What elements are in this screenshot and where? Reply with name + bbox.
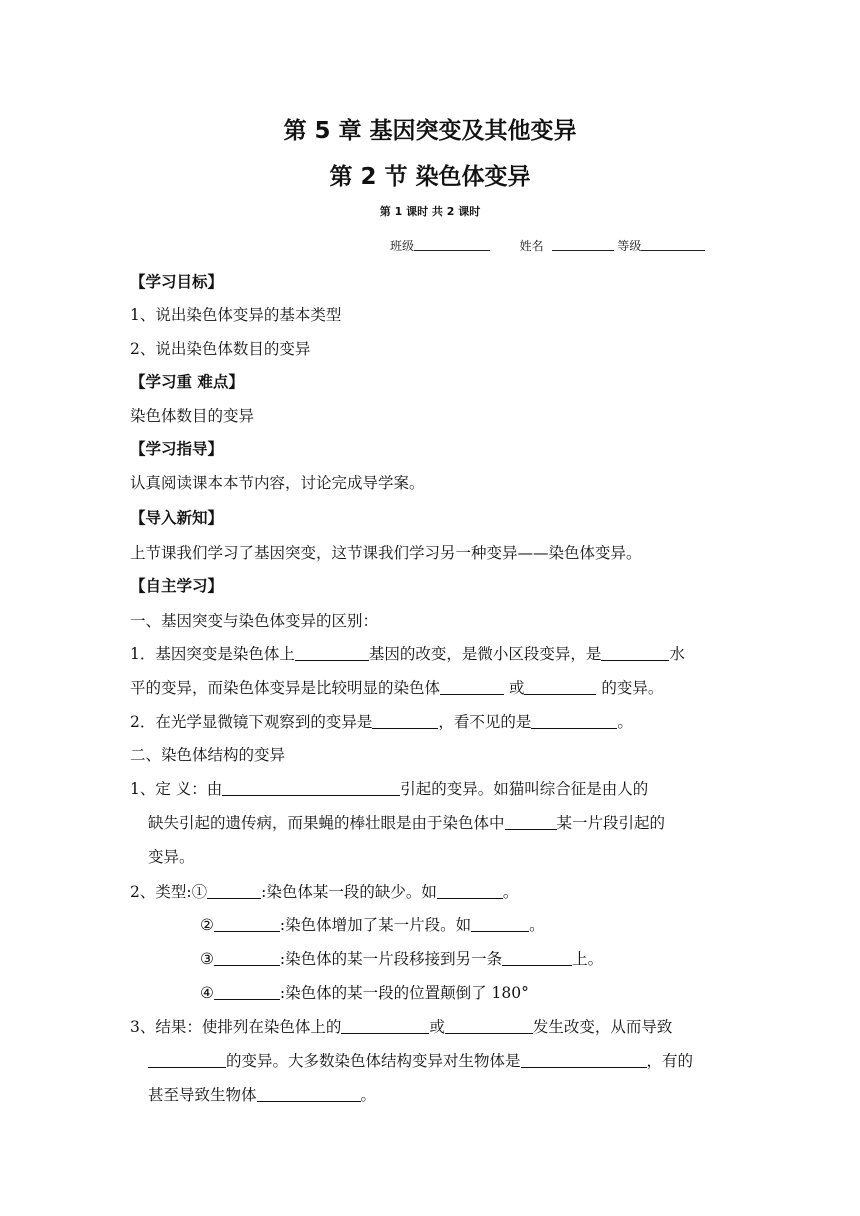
definition-line1: 1、定 义：由 引起的变异。如猫叫综合征是由人的 xyxy=(130,780,649,798)
answer-blank[interactable] xyxy=(524,679,596,695)
result-line2: 的变异。大多数染色体结构变异对生物体是 ，有的 xyxy=(148,1049,693,1071)
objective-item: 1、说出染色体变异的基本类型 xyxy=(130,306,342,324)
part1-title: 一、基因突变与染色体变异的区别： xyxy=(130,612,379,630)
grade-label: 等级 xyxy=(617,239,642,253)
result-line3: 甚至导致生物体 。 xyxy=(148,1086,377,1104)
answer-blank[interactable] xyxy=(437,883,503,899)
answer-blank[interactable] xyxy=(440,679,504,695)
key-points-heading: 【学习重 难点】 xyxy=(130,373,244,391)
class-label: 班级 xyxy=(390,239,415,253)
student-info-row xyxy=(390,237,705,254)
definition-line2: 缺失引起的遗传病，而果蝇的棒壮眼是由于染色体中 某一片段引起的 xyxy=(148,814,666,832)
type-deletion: 2、类型:① :染色体某一段的缺少。如 。 xyxy=(130,883,519,901)
question-1-line1: 1．基因突变是染色体上 基因的改变，是微小区段变异，是 水 xyxy=(130,645,685,663)
answer-blank[interactable] xyxy=(505,814,557,830)
answer-blank[interactable] xyxy=(341,1018,429,1034)
answer-blank[interactable] xyxy=(222,780,400,796)
name-label: 姓名 xyxy=(519,239,544,253)
definition-line3: 变异。 xyxy=(148,848,195,866)
key-points-text: 染色体数目的变异 xyxy=(130,407,255,425)
answer-blank[interactable] xyxy=(257,1086,361,1102)
section-title: 第 2 节 染色体变异 xyxy=(329,164,531,190)
question-2: 2．在光学显微镜下观察到的变异是 ，看不见的是 。 xyxy=(130,713,633,731)
type-inversion: ④ :染色体的某一段的位置颠倒了 180° xyxy=(200,984,529,1002)
result-line1: 3、结果：使排列在染色体上的 或 发生改变，从而导致 xyxy=(130,1018,673,1036)
answer-blank[interactable] xyxy=(471,916,529,932)
part2-title: 二、染色体结构的变异 xyxy=(130,746,286,764)
question-1-line2: 平的变异，而染色体变异是比较明显的染色体 或 的变异。 xyxy=(130,679,664,697)
guidance-text: 认真阅读课本本节内容，讨论完成导学案。 xyxy=(130,474,425,492)
intro-heading: 【导入新知】 xyxy=(130,509,224,527)
answer-blank[interactable] xyxy=(521,1052,647,1068)
answer-blank[interactable] xyxy=(502,950,572,966)
answer-blank[interactable] xyxy=(372,713,438,729)
guidance-heading: 【学习指导】 xyxy=(130,440,224,458)
intro-text: 上节课我们学习了基因突变，这节课我们学习另一种变异——染色体变异。 xyxy=(130,544,642,562)
chapter-title: 第 5 章 基因突变及其他变异 xyxy=(283,118,577,144)
objectives-heading: 【学习目标】 xyxy=(130,273,224,291)
answer-blank[interactable] xyxy=(207,883,261,899)
objective-item: 2、说出染色体数目的变异 xyxy=(130,340,311,358)
type-duplication: ② :染色体增加了某一片段。如 。 xyxy=(200,916,545,934)
answer-blank[interactable] xyxy=(601,645,669,661)
name-blank[interactable] xyxy=(552,238,614,251)
type-translocation: ③ :染色体的某一片段移接到另一条 上。 xyxy=(200,950,604,968)
answer-blank[interactable] xyxy=(214,950,280,966)
answer-blank[interactable] xyxy=(531,713,617,729)
class-blank[interactable] xyxy=(414,238,490,251)
answer-blank[interactable] xyxy=(148,1052,226,1068)
answer-blank[interactable] xyxy=(214,984,280,1000)
grade-blank[interactable] xyxy=(641,238,705,251)
self-study-heading: 【自主学习】 xyxy=(130,577,224,595)
answer-blank[interactable] xyxy=(214,916,280,932)
lesson-info: 第 1 课时 共 2 课时 xyxy=(379,205,481,218)
answer-blank[interactable] xyxy=(445,1018,533,1034)
answer-blank[interactable] xyxy=(295,645,369,661)
